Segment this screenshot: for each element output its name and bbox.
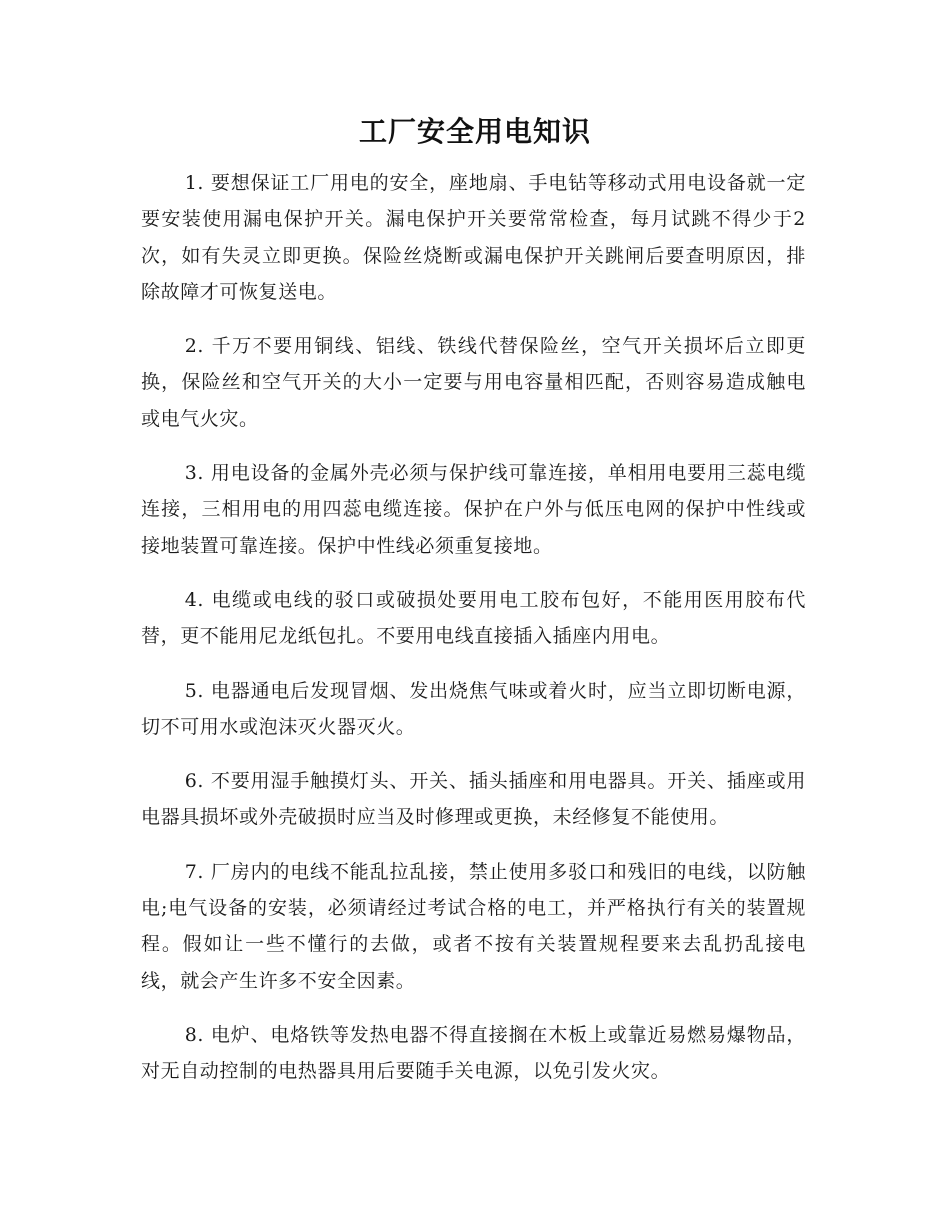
paragraph-4: 4. 电缆或电线的驳口或破损处要用电工胶布包好，不能用医用胶布代替，更不能用尼龙纸包扎。不要用电线直接插入插座内用电。 xyxy=(141,588,806,648)
paragraph-1: 1. 要想保证工厂用电的安全，座地扇、手电钻等移动式用电设备就一定要安装使用漏电保护开关。漏电保护开关要常常检查，每月试跳不得少于2次，如有失灵立即更换。保险丝烧断或漏电保护开关跳闸后要查明原因，排除故障才可恢复送电。 xyxy=(141,172,806,303)
paragraph-2: 2. 千万不要用铜线、铝线、铁线代替保险丝，空气开关损坏后立即更换，保险丝和空气开关的大小一定要与用电容量相匹配，否则容易造成触电或电气火灾。 xyxy=(141,335,806,430)
paragraph-5: 5. 电器通电后发现冒烟、发出烧焦气味或着火时，应当立即切断电源，切不可用水或泡沫灭火器灭火。 xyxy=(141,679,806,738)
paragraph-3: 3. 用电设备的金属外壳必须与保护线可靠连接，单相用电要用三蕊电缆连接，三相用电的用四蕊电缆连接。保护在户外与低压电网的保护中性线或接地装置可靠连接。保护中性线必须重复接地。 xyxy=(141,462,806,557)
paragraph-6: 6. 不要用湿手触摸灯头、开关、插头插座和用电器具。开关、插座或用电器具损坏或外壳破损时应当及时修理或更换，未经修复不能使用。 xyxy=(141,770,806,829)
document-title: 工厂安全用电知识 xyxy=(358,115,591,148)
paragraph-7: 7. 厂房内的电线不能乱拉乱接，禁止使用多驳口和残旧的电线，以防触电;电气设备的安装，必须请经过考试合格的电工，并严格执行有关的装置规程。假如让一些不懂行的去做，或者不按有关装置规程要来去乱扔乱接电线，就会产生许多不安全因素。 xyxy=(141,860,806,992)
paragraph-8: 8. 电炉、电烙铁等发热电器不得直接搁在木板上或靠近易燃易爆物品，对无自动控制的电热器具用后要随手关电源，以免引发火灾。 xyxy=(141,1023,806,1083)
document-body xyxy=(141,165,806,1108)
